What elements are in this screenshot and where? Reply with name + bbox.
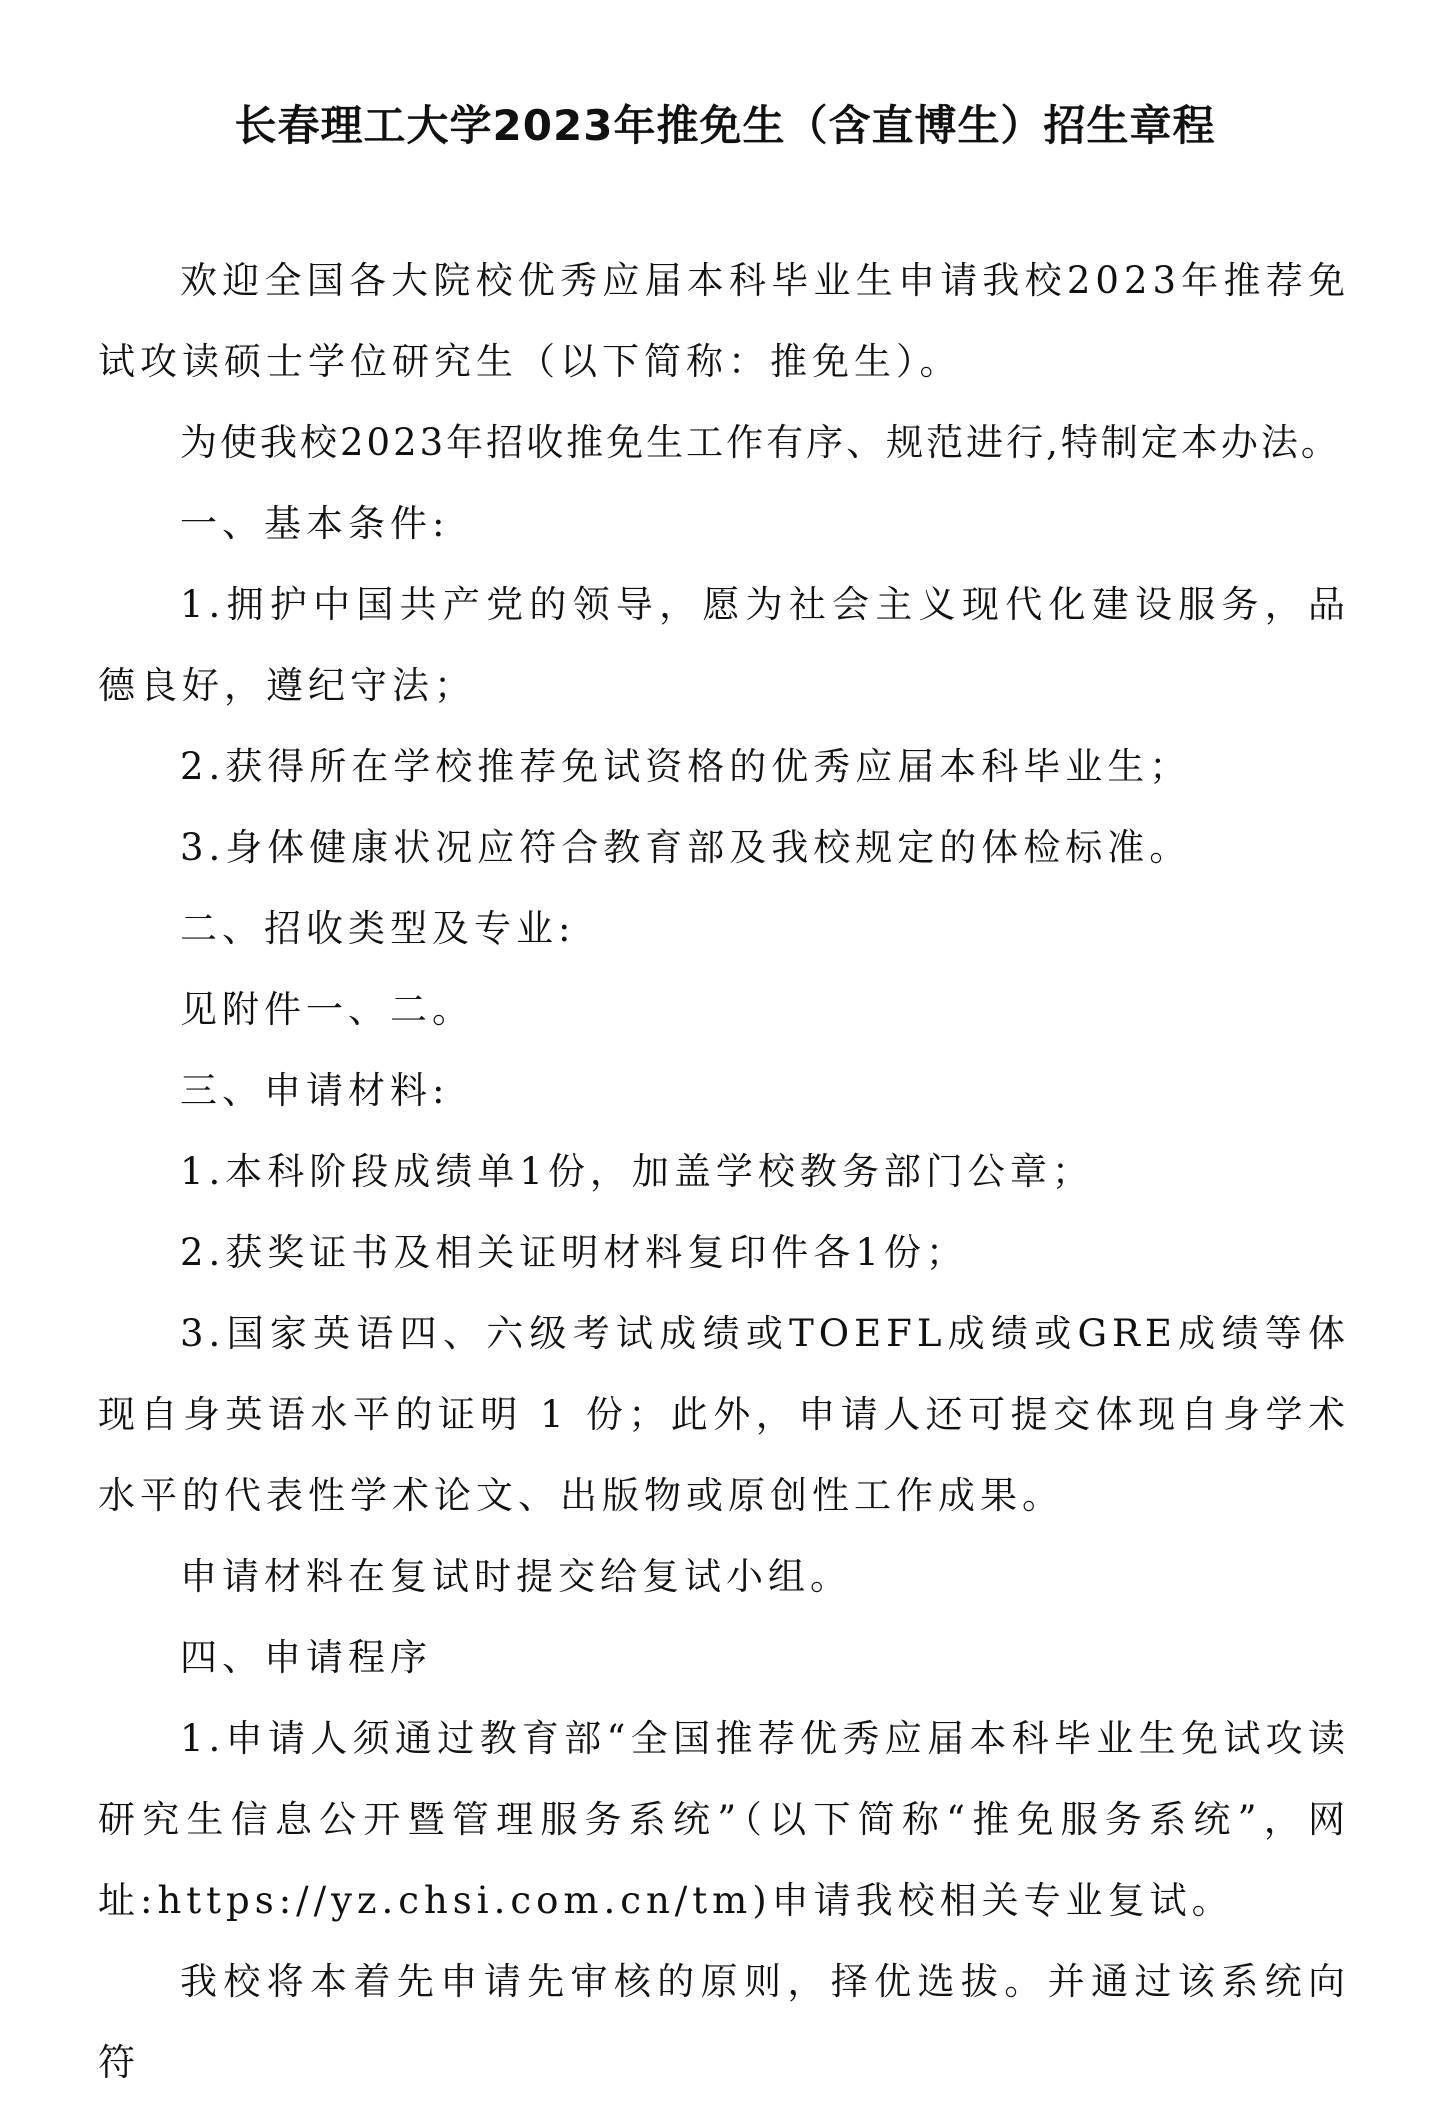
paragraph-material-3: 3.国家英语四、六级考试成绩或TOEFL成绩或GRE成绩等体现自身英语水平的证明 1 份；此外，申请人还可提交体现自身学术水平的代表性学术论文、出版物或原创性工作成果。 <box>98 1312 1350 1517</box>
paragraph-condition-2: 2.获得所在学校推荐免试资格的优秀应届本科毕业生； <box>180 745 1192 788</box>
section-heading-basic-conditions: 一、基本条件: <box>180 502 450 545</box>
paragraph-see-attachments: 见附件一、二。 <box>180 988 474 1031</box>
section-heading-types-majors: 二、招收类型及专业: <box>180 907 576 950</box>
paragraph-condition-3: 3.身体健康状况应符合教育部及我校规定的体检标准。 <box>180 826 1192 869</box>
paragraph-material-1: 1.本科阶段成绩单1份，加盖学校教务部门公章； <box>180 1150 1094 1193</box>
paragraph-procedure-selection: 我校将本着先申请先审核的原则，择优选拔。并通过该系统向符 <box>98 1960 1350 2084</box>
document-body <box>98 240 1350 2103</box>
paragraph-welcome: 欢迎全国各大院校优秀应届本科毕业生申请我校2023年推荐免试攻读硕士学位研究生（以下简称：推免生）。 <box>98 259 1350 383</box>
paragraph-purpose: 为使我校2023年招收推免生工作有序、规范进行,特制定本办法。 <box>180 421 1341 464</box>
document-title: 长春理工大学2023年推免生（含直博生）招生章程 <box>234 101 1216 150</box>
paragraph-condition-1: 1.拥护中国共产党的领导，愿为社会主义现代化建设服务，品德良好，遵纪守法； <box>98 583 1350 707</box>
section-heading-procedure: 四、申请程序 <box>180 1636 432 1679</box>
section-heading-materials: 三、申请材料: <box>180 1069 450 1112</box>
paragraph-material-2: 2.获奖证书及相关证明材料复印件各1份； <box>180 1231 968 1274</box>
paragraph-material-submission: 申请材料在复试时提交给复试小组。 <box>180 1555 852 1598</box>
paragraph-procedure-1: 1.申请人须通过教育部“全国推荐优秀应届本科毕业生免试攻读研究生信息公开暨管理服务系统”（以下简称“推免服务系统”，网址:https://yz.chsi.com.cn/tm)申请我校相关专业复试。 <box>98 1717 1350 1922</box>
